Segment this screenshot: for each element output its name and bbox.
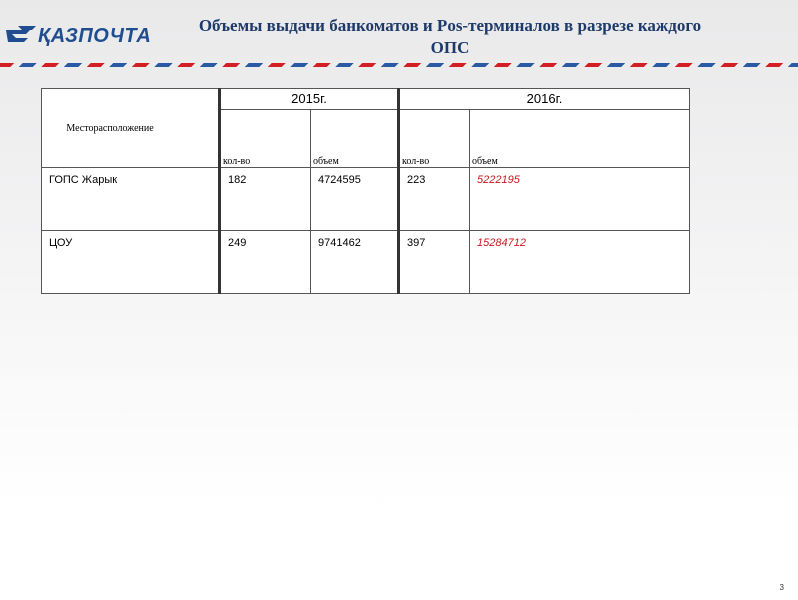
location-header: Месторасположение xyxy=(42,89,220,168)
kazpost-logo-icon xyxy=(4,24,38,48)
count-header-2016: кол-во xyxy=(399,110,470,168)
table-row xyxy=(42,231,690,294)
page-number: 3 xyxy=(779,583,784,592)
year-header-2015: 2015г. xyxy=(220,89,399,110)
volume-2016-cell: 15284712 xyxy=(470,231,690,294)
volume-header-2015: объем xyxy=(311,110,399,168)
table-row xyxy=(42,168,690,231)
count-2015-cell: 249 xyxy=(220,231,311,294)
year-header-2016: 2016г. xyxy=(399,89,690,110)
volume-2015-cell: 4724595 xyxy=(311,168,399,231)
location-cell: ГОПС Жарык xyxy=(42,168,220,231)
page-title: Объемы выдачи банкоматов и Pos-терминалов в разрезе каждого ОПС xyxy=(198,16,702,57)
count-header-2015: кол-во xyxy=(220,110,311,168)
logo-text: ҚАЗПОЧТА xyxy=(38,25,152,47)
volume-header-2016: объем xyxy=(470,110,690,168)
count-2016-cell: 223 xyxy=(399,168,470,231)
volume-2015-cell: 9741462 xyxy=(311,231,399,294)
atm-pos-table xyxy=(41,88,690,294)
volume-2016-cell: 5222195 xyxy=(470,168,690,231)
airmail-stripe xyxy=(0,63,798,67)
count-2016-cell: 397 xyxy=(399,231,470,294)
kazpost-logo xyxy=(4,24,180,48)
location-cell: ЦОУ xyxy=(42,231,220,294)
count-2015-cell: 182 xyxy=(220,168,311,231)
